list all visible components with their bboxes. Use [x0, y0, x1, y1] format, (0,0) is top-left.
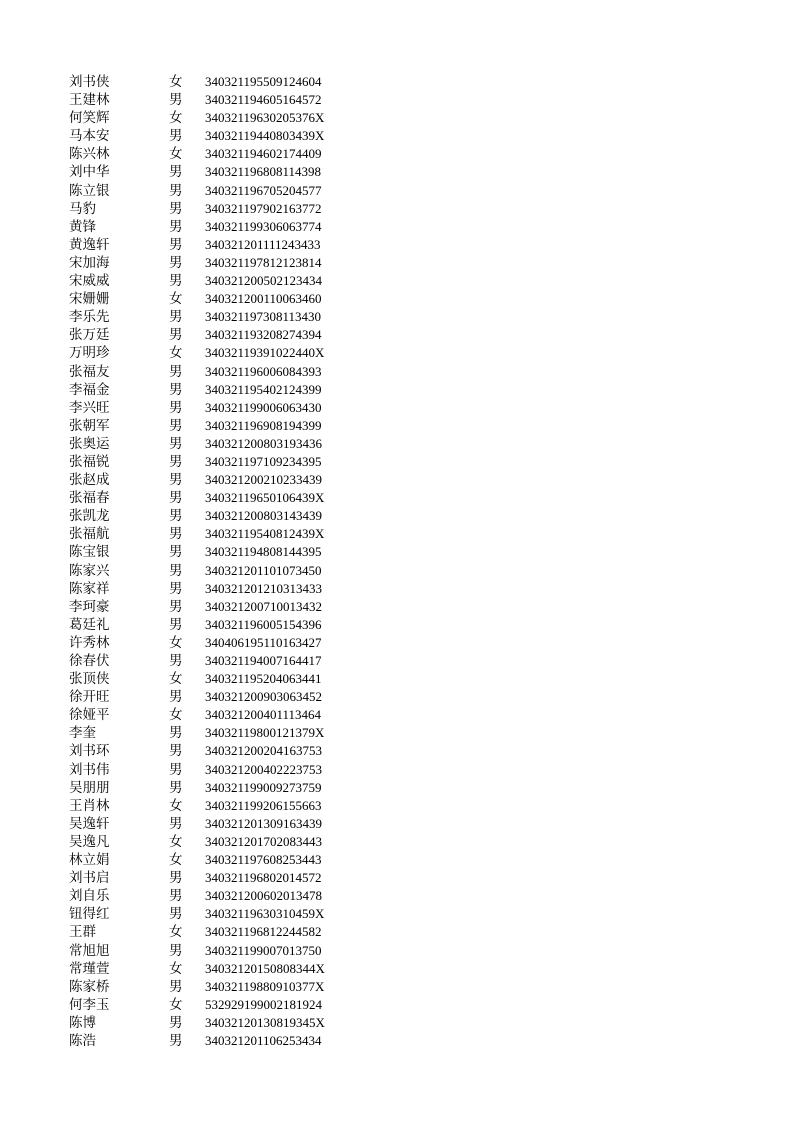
table-row [69, 797, 355, 815]
id-number-cell: 340321197608253443 [205, 852, 322, 868]
table-row [69, 453, 355, 471]
id-number-cell: 340321199007013750 [205, 942, 322, 958]
id-number-cell: 340321200602013478 [205, 888, 322, 904]
name-cell: 张朝军 [69, 417, 110, 434]
id-number-cell: 340321195204063441 [205, 671, 322, 687]
gender-cell: 男 [169, 182, 183, 199]
gender-cell: 男 [169, 200, 183, 217]
gender-cell: 女 [169, 634, 183, 651]
name-cell: 张福锐 [69, 453, 110, 470]
table-row [69, 670, 355, 688]
table-row [69, 127, 355, 145]
table-row [69, 109, 355, 127]
name-cell: 吴逸凡 [69, 833, 110, 850]
gender-cell: 男 [169, 562, 183, 579]
name-cell: 张福航 [69, 526, 110, 543]
table-row [69, 815, 355, 833]
table-row [69, 344, 355, 362]
gender-cell: 男 [169, 327, 183, 344]
name-cell: 李奎 [69, 725, 96, 742]
id-number-cell: 34032119630205376X [205, 110, 325, 126]
table-row [69, 399, 355, 417]
gender-cell: 男 [169, 381, 183, 398]
name-cell: 张赵成 [69, 472, 110, 489]
name-cell: 王群 [69, 924, 96, 941]
gender-cell: 男 [169, 580, 183, 597]
gender-cell: 男 [169, 815, 183, 832]
id-number-cell: 340321196006084393 [205, 363, 322, 379]
table-row [69, 978, 355, 996]
name-cell: 徐春伏 [69, 653, 110, 669]
name-cell: 张凯龙 [69, 508, 110, 525]
table-row [69, 163, 355, 181]
id-number-cell: 340321199206155663 [205, 797, 322, 813]
id-number-cell: 340321194602174409 [205, 146, 322, 162]
table-row [69, 91, 355, 109]
table-row [69, 688, 355, 706]
gender-cell: 男 [169, 164, 183, 181]
name-cell: 万明珍 [69, 345, 110, 362]
gender-cell: 女 [169, 110, 183, 127]
table-row [69, 73, 355, 91]
id-number-cell: 340321199306063774 [205, 218, 322, 234]
name-cell: 何笑辉 [69, 110, 110, 127]
gender-cell: 女 [169, 797, 183, 814]
name-cell: 黄逸轩 [69, 236, 110, 253]
table-row [69, 489, 355, 507]
name-cell: 王建林 [69, 92, 110, 109]
gender-cell: 男 [169, 92, 183, 109]
table-row [69, 381, 355, 399]
table-row [69, 942, 355, 960]
name-cell: 李兴旺 [69, 399, 110, 416]
table-row [69, 634, 355, 652]
name-cell: 张奥运 [69, 435, 110, 452]
table-row [69, 435, 355, 453]
id-number-cell: 340321201702083443 [205, 833, 322, 849]
id-number-cell: 340321201309163439 [205, 815, 322, 831]
table-row [69, 905, 355, 923]
name-cell: 刘书启 [69, 870, 110, 887]
table-row [69, 1032, 355, 1050]
name-cell: 刘中华 [69, 164, 110, 181]
name-cell: 陈立银 [69, 182, 110, 199]
table-row [69, 507, 355, 525]
name-cell: 常旭旭 [69, 942, 110, 959]
id-number-cell: 340321201210313433 [205, 580, 322, 596]
table-row [69, 417, 355, 435]
id-number-cell: 340321200803193436 [205, 435, 322, 451]
id-number-cell: 34032119440803439X [205, 128, 325, 144]
name-cell: 刘书侠 [69, 74, 110, 90]
name-cell: 葛廷礼 [69, 616, 110, 633]
gender-cell: 女 [169, 833, 183, 850]
gender-cell: 男 [169, 417, 183, 434]
table-row [69, 236, 355, 254]
id-number-cell: 340321200402223753 [205, 761, 322, 777]
gender-cell: 女 [169, 671, 183, 688]
name-cell: 刘自乐 [69, 888, 110, 905]
gender-cell: 男 [169, 888, 183, 905]
gender-cell: 女 [169, 707, 183, 724]
gender-cell: 男 [169, 453, 183, 470]
table-row [69, 363, 355, 381]
table-row [69, 923, 355, 941]
table-row [69, 200, 355, 218]
gender-cell: 女 [169, 996, 183, 1013]
id-number-cell: 340321196005154396 [205, 616, 322, 632]
gender-cell: 女 [169, 345, 183, 362]
name-cell: 王肖林 [69, 797, 110, 814]
name-cell: 钮得红 [69, 906, 110, 923]
name-cell: 陈宝银 [69, 544, 110, 561]
gender-cell: 女 [169, 924, 183, 941]
table-row [69, 308, 355, 326]
table-row [69, 833, 355, 851]
name-cell: 黄锋 [69, 218, 96, 235]
id-number-cell: 34032119391022440X [205, 345, 325, 361]
id-number-cell: 340321199009273759 [205, 779, 322, 795]
name-cell: 陈家桥 [69, 978, 110, 995]
gender-cell: 男 [169, 743, 183, 760]
name-cell: 宋加海 [69, 254, 110, 271]
table-row [69, 652, 355, 670]
table-row [69, 996, 355, 1014]
name-cell: 刘书环 [69, 743, 110, 760]
id-number-cell: 34032120150808344X [205, 960, 325, 976]
id-number-cell: 340321197308113430 [205, 309, 322, 325]
name-cell: 李福金 [69, 381, 110, 398]
id-number-cell: 340321201106253434 [205, 1032, 322, 1048]
table-row [69, 218, 355, 236]
table-row [69, 761, 355, 779]
table-row [69, 145, 355, 163]
table-row [69, 525, 355, 543]
name-cell: 吴朋朋 [69, 779, 110, 796]
id-number-cell: 340321194808144395 [205, 544, 322, 560]
id-number-cell: 340321200204163753 [205, 743, 322, 759]
gender-cell: 男 [169, 472, 183, 489]
table-row [69, 272, 355, 290]
gender-cell: 男 [169, 653, 183, 669]
id-number-cell: 340321200710013432 [205, 598, 322, 614]
id-number-cell: 34032119800121379X [205, 725, 325, 741]
id-number-cell: 340321197109234395 [205, 453, 322, 469]
gender-cell: 男 [169, 779, 183, 796]
gender-cell: 男 [169, 309, 183, 326]
name-cell: 徐娅平 [69, 707, 110, 724]
id-number-cell: 34032120130819345X [205, 1014, 325, 1030]
id-number-cell: 340321196812244582 [205, 924, 322, 940]
id-number-cell: 34032119540812439X [205, 526, 325, 542]
id-number-cell: 340321196705204577 [205, 182, 322, 198]
gender-cell: 男 [169, 254, 183, 271]
id-number-cell: 340321196808114398 [205, 164, 322, 180]
gender-cell: 男 [169, 508, 183, 525]
name-cell: 李珂豪 [69, 598, 110, 615]
gender-cell: 男 [169, 218, 183, 235]
gender-cell: 男 [169, 689, 183, 706]
name-cell: 刘书伟 [69, 761, 110, 778]
gender-cell: 男 [169, 1014, 183, 1031]
roster-table [69, 73, 355, 1050]
table-row [69, 471, 355, 489]
gender-cell: 女 [169, 74, 183, 90]
id-number-cell: 340321200401113464 [205, 707, 322, 723]
gender-cell: 男 [169, 616, 183, 633]
gender-cell: 男 [169, 490, 183, 507]
id-number-cell: 340321197902163772 [205, 200, 322, 216]
name-cell: 陈博 [69, 1014, 96, 1031]
id-number-cell: 340321200110063460 [205, 291, 322, 307]
table-row [69, 598, 355, 616]
id-number-cell: 340321201101073450 [205, 562, 322, 578]
table-row [69, 851, 355, 869]
gender-cell: 男 [169, 435, 183, 452]
gender-cell: 男 [169, 363, 183, 380]
gender-cell: 男 [169, 544, 183, 561]
id-number-cell: 340321193208274394 [205, 327, 322, 343]
gender-cell: 男 [169, 399, 183, 416]
id-number-cell: 340321196802014572 [205, 870, 322, 886]
gender-cell: 男 [169, 761, 183, 778]
id-number-cell: 340321197812123814 [205, 254, 322, 270]
id-number-cell: 532929199002181924 [205, 996, 322, 1012]
table-row [69, 742, 355, 760]
id-number-cell: 340321194605164572 [205, 92, 322, 108]
id-number-cell: 340321200502123434 [205, 273, 322, 289]
table-row [69, 616, 355, 634]
table-row [69, 887, 355, 905]
name-cell: 陈兴林 [69, 146, 110, 163]
id-number-cell: 340321199006063430 [205, 399, 322, 415]
id-number-cell: 34032119630310459X [205, 906, 325, 922]
table-row [69, 779, 355, 797]
gender-cell: 男 [169, 978, 183, 995]
table-row [69, 1014, 355, 1032]
name-cell: 林立娟 [69, 852, 110, 869]
name-cell: 马本安 [69, 128, 110, 145]
table-row [69, 326, 355, 344]
id-number-cell: 340406195110163427 [205, 634, 322, 650]
name-cell: 陈浩 [69, 1032, 96, 1049]
table-row [69, 543, 355, 561]
id-number-cell: 34032119880910377X [205, 978, 325, 994]
table-row [69, 290, 355, 308]
id-number-cell: 34032119650106439X [205, 490, 325, 506]
gender-cell: 女 [169, 146, 183, 163]
gender-cell: 男 [169, 128, 183, 145]
gender-cell: 女 [169, 852, 183, 869]
name-cell: 宋姗姗 [69, 291, 110, 308]
gender-cell: 女 [169, 960, 183, 977]
name-cell: 马豹 [69, 200, 96, 217]
table-row [69, 869, 355, 887]
gender-cell: 男 [169, 273, 183, 290]
name-cell: 张福友 [69, 363, 110, 380]
name-cell: 陈家祥 [69, 580, 110, 597]
gender-cell: 男 [169, 1032, 183, 1049]
gender-cell: 男 [169, 942, 183, 959]
id-number-cell: 340321200903063452 [205, 689, 322, 705]
id-number-cell: 340321196908194399 [205, 417, 322, 433]
name-cell: 许秀林 [69, 634, 110, 651]
gender-cell: 男 [169, 870, 183, 887]
gender-cell: 男 [169, 526, 183, 543]
table-row [69, 254, 355, 272]
gender-cell: 男 [169, 725, 183, 742]
id-number-cell: 340321200210233439 [205, 472, 322, 488]
name-cell: 何李玉 [69, 996, 110, 1013]
id-number-cell: 340321194007164417 [205, 653, 322, 668]
table-row [69, 562, 355, 580]
name-cell: 张顶侠 [69, 671, 110, 688]
id-number-cell: 340321200803143439 [205, 508, 322, 524]
name-cell: 吴逸轩 [69, 815, 110, 832]
gender-cell: 男 [169, 236, 183, 253]
name-cell: 常瑾萱 [69, 960, 110, 977]
gender-cell: 男 [169, 598, 183, 615]
table-row [69, 706, 355, 724]
name-cell: 宋威威 [69, 273, 110, 290]
id-number-cell: 340321201111243433 [205, 236, 321, 252]
gender-cell: 男 [169, 906, 183, 923]
id-number-cell: 340321195509124604 [205, 74, 322, 89]
name-cell: 陈家兴 [69, 562, 110, 579]
table-row [69, 960, 355, 978]
name-cell: 张万廷 [69, 327, 110, 344]
table-row [69, 182, 355, 200]
gender-cell: 女 [169, 291, 183, 308]
table-row [69, 724, 355, 742]
name-cell: 李乐先 [69, 309, 110, 326]
table-row [69, 580, 355, 598]
id-number-cell: 340321195402124399 [205, 381, 322, 397]
name-cell: 徐开旺 [69, 689, 110, 706]
name-cell: 张福春 [69, 490, 110, 507]
